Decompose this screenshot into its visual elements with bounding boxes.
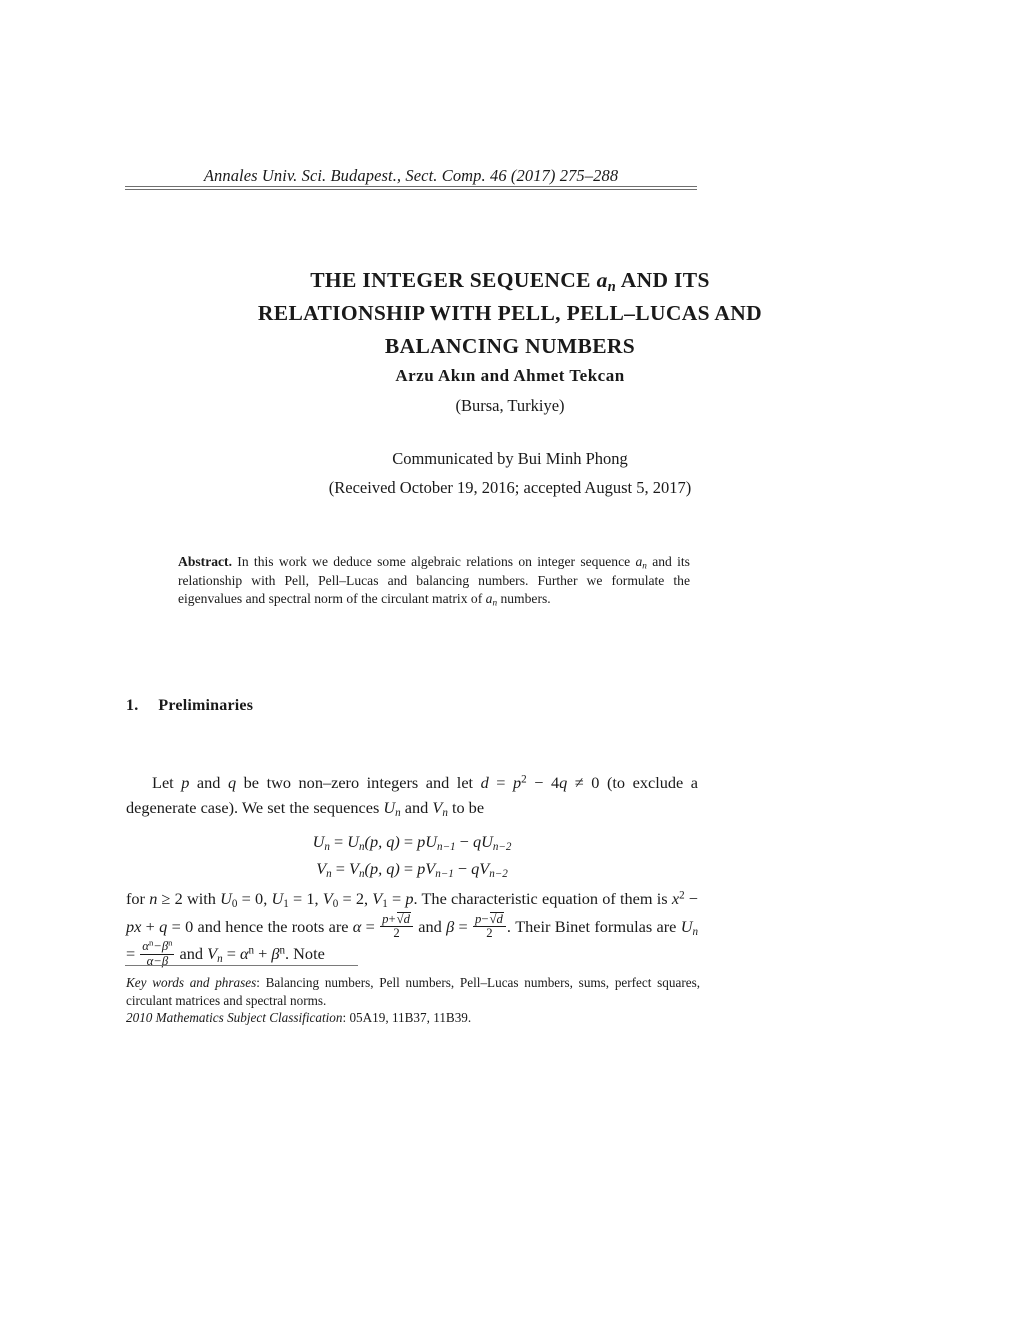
p2-math-n: n: [149, 889, 158, 908]
p2-math-beta-n: β: [271, 944, 280, 964]
p2-t17: =: [222, 944, 240, 964]
footnote-keywords: [126, 974, 700, 1009]
abstract-math-a-sub: n: [642, 560, 647, 571]
page-title: [160, 264, 860, 363]
p2-t5: = 2,: [338, 889, 373, 908]
communicated-by: Communicated by Bui Minh Phong: [392, 449, 628, 468]
p2-math-beta-n-sup: n: [279, 944, 286, 957]
eq2-term1-sub: n−1: [435, 868, 454, 881]
body-paragraph-2: [126, 886, 698, 968]
display-equation-block: [126, 828, 698, 882]
p2-math-x-sup: 2: [679, 889, 685, 902]
abstract-math-a: a: [635, 554, 643, 569]
frac2-p: p: [474, 911, 482, 926]
abstract-text-3: numbers.: [497, 591, 551, 607]
p2-t2: ≥ 2 with: [157, 889, 221, 908]
footnote-msc: [126, 1009, 700, 1027]
p2-math-V1: V: [372, 889, 383, 908]
fraction-binet-numerator: [140, 937, 174, 954]
eq1-f-sub: n: [359, 841, 365, 854]
p2-t1: for: [126, 889, 150, 908]
p2-t19: . Note: [285, 944, 325, 964]
eq2-args: (p, q): [364, 859, 400, 878]
abstract-text-1: In this work we deduce some algebraic relations on integer sequence: [231, 554, 636, 569]
p1-math-V-sub: n: [442, 807, 448, 820]
fraction-beta: [473, 912, 506, 941]
p1-math-U: U: [383, 798, 396, 817]
title-line-1-part-a: THE INTEGER SEQUENCE: [310, 268, 597, 293]
eq1-args: (p, q): [364, 832, 400, 851]
binet-alpha: α: [142, 939, 149, 954]
abstract-math-b-sub: n: [492, 597, 498, 608]
footnote-msc-text: : 05A19, 11B37, 11B39.: [342, 1010, 472, 1026]
p1-math-p2: p: [513, 773, 522, 792]
p1-math-d: d: [480, 773, 489, 792]
p1-t5: − 4: [526, 773, 560, 792]
fraction-alpha: [380, 912, 413, 941]
fraction-beta-numerator: [473, 912, 506, 926]
title-line-1-part-b: AND ITS: [616, 268, 710, 293]
section-heading: [126, 697, 253, 715]
p2-t9: +: [141, 916, 160, 936]
eq2-term2: qV: [471, 859, 490, 878]
p2-math-alpha-n-sup: n: [248, 944, 255, 957]
p2-math-U1: U: [271, 889, 284, 908]
abstract-math-b: a: [485, 591, 493, 607]
communicated-block: [160, 444, 860, 502]
p2-math-Un: U: [680, 916, 693, 936]
p1-t4: =: [488, 773, 514, 792]
eq1-term1-sub: n−1: [437, 841, 456, 854]
p2-t14: . Their Binet formulas are: [506, 916, 681, 936]
p1-math-V: V: [432, 798, 443, 817]
eq2-f-sub: n: [359, 868, 365, 881]
footnote-separator-rule: [125, 965, 358, 966]
p1-math-p2-sup: 2: [521, 773, 527, 786]
eq1-lhs: U: [312, 832, 325, 851]
p2-math-U1-sub: 1: [283, 898, 289, 911]
abstract-label: Abstract.: [178, 554, 232, 569]
p2-t10: = 0 and hence the roots are: [167, 916, 353, 936]
p1-t7: and: [400, 798, 433, 817]
sqrt-d-beta: √d: [489, 911, 503, 926]
eq2-f: V: [349, 859, 359, 878]
p2-t12: and: [413, 916, 447, 936]
title-math-a-sub: n: [607, 279, 617, 296]
binet-beta-sup: n: [168, 937, 173, 948]
fraction-beta-denominator: 2: [473, 926, 506, 940]
p2-t16: and: [175, 944, 208, 964]
eq1-term2: qU: [472, 832, 493, 851]
equation-U: [126, 828, 698, 855]
title-line-2: RELATIONSHIP WITH PELL, PELL–LUCAS AND: [257, 301, 763, 326]
p2-t7: . The characteristic equation of them is: [413, 889, 672, 908]
p1-t6: ≠ 0 (to exclude a degenerate case). We set the sequences: [126, 773, 699, 817]
author-affiliation: (Bursa, Turkiye): [455, 396, 565, 415]
eq1-term1: pU: [417, 832, 438, 851]
eq1-term2-sub: n−2: [492, 841, 512, 854]
header-rule: [125, 186, 697, 190]
received-accepted-dates: (Received October 19, 2016; accepted August 5, 2017): [328, 478, 692, 497]
binet-alpha-sup: n: [148, 937, 154, 948]
section-number: 1.: [126, 697, 139, 714]
p1-math-U-sub: n: [395, 807, 401, 820]
eq2-lhs-sub: n: [326, 868, 332, 881]
p2-t13: =: [454, 916, 472, 936]
frac2-minus: −: [481, 911, 489, 926]
eq2-eq2: =: [399, 859, 418, 878]
sqrt-d-alpha: √d: [396, 911, 410, 926]
footnote-block: [126, 974, 700, 1027]
eq2-lhs: V: [316, 859, 327, 878]
eq1-minus: −: [455, 832, 473, 851]
p1-t3: be two non–zero integers and let: [236, 773, 481, 792]
p1-t2: and: [189, 773, 228, 792]
frac2-sqrt-operand: d: [496, 911, 503, 926]
footnote-msc-label: 2010 Mathematics Subject Classification: [126, 1010, 343, 1026]
p2-math-Vn: V: [207, 944, 218, 964]
p1-math-q: q: [227, 773, 237, 792]
running-head: [125, 166, 697, 186]
footnote-keywords-text: : Balancing numbers, Pell numbers, Pell–Lucas numbers, sums, perfect squares, circulant matrices and spectral norms.: [126, 975, 700, 1008]
eq1-eq: =: [329, 832, 348, 851]
p2-t11: =: [361, 916, 380, 936]
abstract: [178, 553, 690, 609]
p2-math-x: x: [671, 889, 680, 908]
p2-math-U0-sub: 0: [231, 898, 238, 911]
p1-t8: to be: [447, 798, 485, 817]
p2-math-V0-sub: 0: [332, 898, 339, 911]
p2-t4: = 1,: [288, 889, 323, 908]
binet-minus-beta: −β: [153, 939, 169, 954]
footnote-keywords-label: Key words and phrases: [126, 975, 257, 990]
eq2-minus: −: [453, 859, 472, 878]
frac1-sqrt-operand: d: [403, 911, 410, 926]
eq1-f: U: [347, 832, 359, 851]
p2-math-Vn-sub: n: [217, 953, 223, 966]
p2-t3: = 0,: [237, 889, 272, 908]
p2-t6: =: [387, 889, 406, 908]
p2-math-V1-sub: 1: [382, 898, 388, 911]
p2-math-alpha-n: α: [239, 944, 249, 964]
equation-V: [126, 855, 698, 882]
title-math-a: a: [596, 268, 608, 293]
p1-t1: Let: [152, 773, 182, 792]
title-line-3: BALANCING NUMBERS: [384, 334, 636, 359]
p1-math-p: p: [181, 773, 190, 792]
p2-math-p: p: [405, 889, 414, 908]
p2-math-q: q: [159, 916, 168, 936]
body-paragraph-1: [126, 770, 698, 820]
fraction-alpha-denominator: 2: [380, 926, 413, 940]
title-line-1: [160, 264, 860, 297]
eq1-lhs-sub: n: [324, 841, 330, 854]
frac1-p: p: [382, 911, 389, 926]
author-block: [160, 366, 860, 416]
eq2-eq: =: [331, 859, 350, 878]
fraction-binet-denominator: α−β: [140, 954, 174, 968]
section-title: Preliminaries: [158, 697, 254, 714]
p2-t18: +: [254, 944, 272, 964]
p1-math-q2: q: [559, 773, 568, 792]
author-names: Arzu Akın and Ahmet Tekcan: [395, 366, 625, 385]
frac1-plus: +: [388, 911, 396, 926]
p2-math-U0: U: [220, 889, 232, 908]
abstract-text-2: and its relationship with Pell, Pell–Lucas and balancing numbers. Further we formulate the eigenvalues and spectral norm of the circulant matrix of: [178, 554, 690, 607]
p2-math-alpha: α: [352, 916, 362, 936]
p2-math-beta: β: [446, 916, 455, 936]
eq2-term2-sub: n−2: [489, 868, 508, 881]
p2-t8: −: [684, 889, 698, 908]
eq2-term1: pV: [417, 859, 436, 878]
eq1-eq2: =: [399, 832, 418, 851]
p2-math-Un-sub: n: [692, 925, 699, 938]
p2-t15: =: [126, 944, 140, 964]
p2-math-px: px: [126, 916, 142, 936]
p2-math-V0: V: [322, 889, 333, 908]
fraction-alpha-numerator: [380, 912, 413, 926]
running-head-text: Annales Univ. Sci. Budapest., Sect. Comp. 46 (2017) 275–288: [203, 166, 619, 185]
